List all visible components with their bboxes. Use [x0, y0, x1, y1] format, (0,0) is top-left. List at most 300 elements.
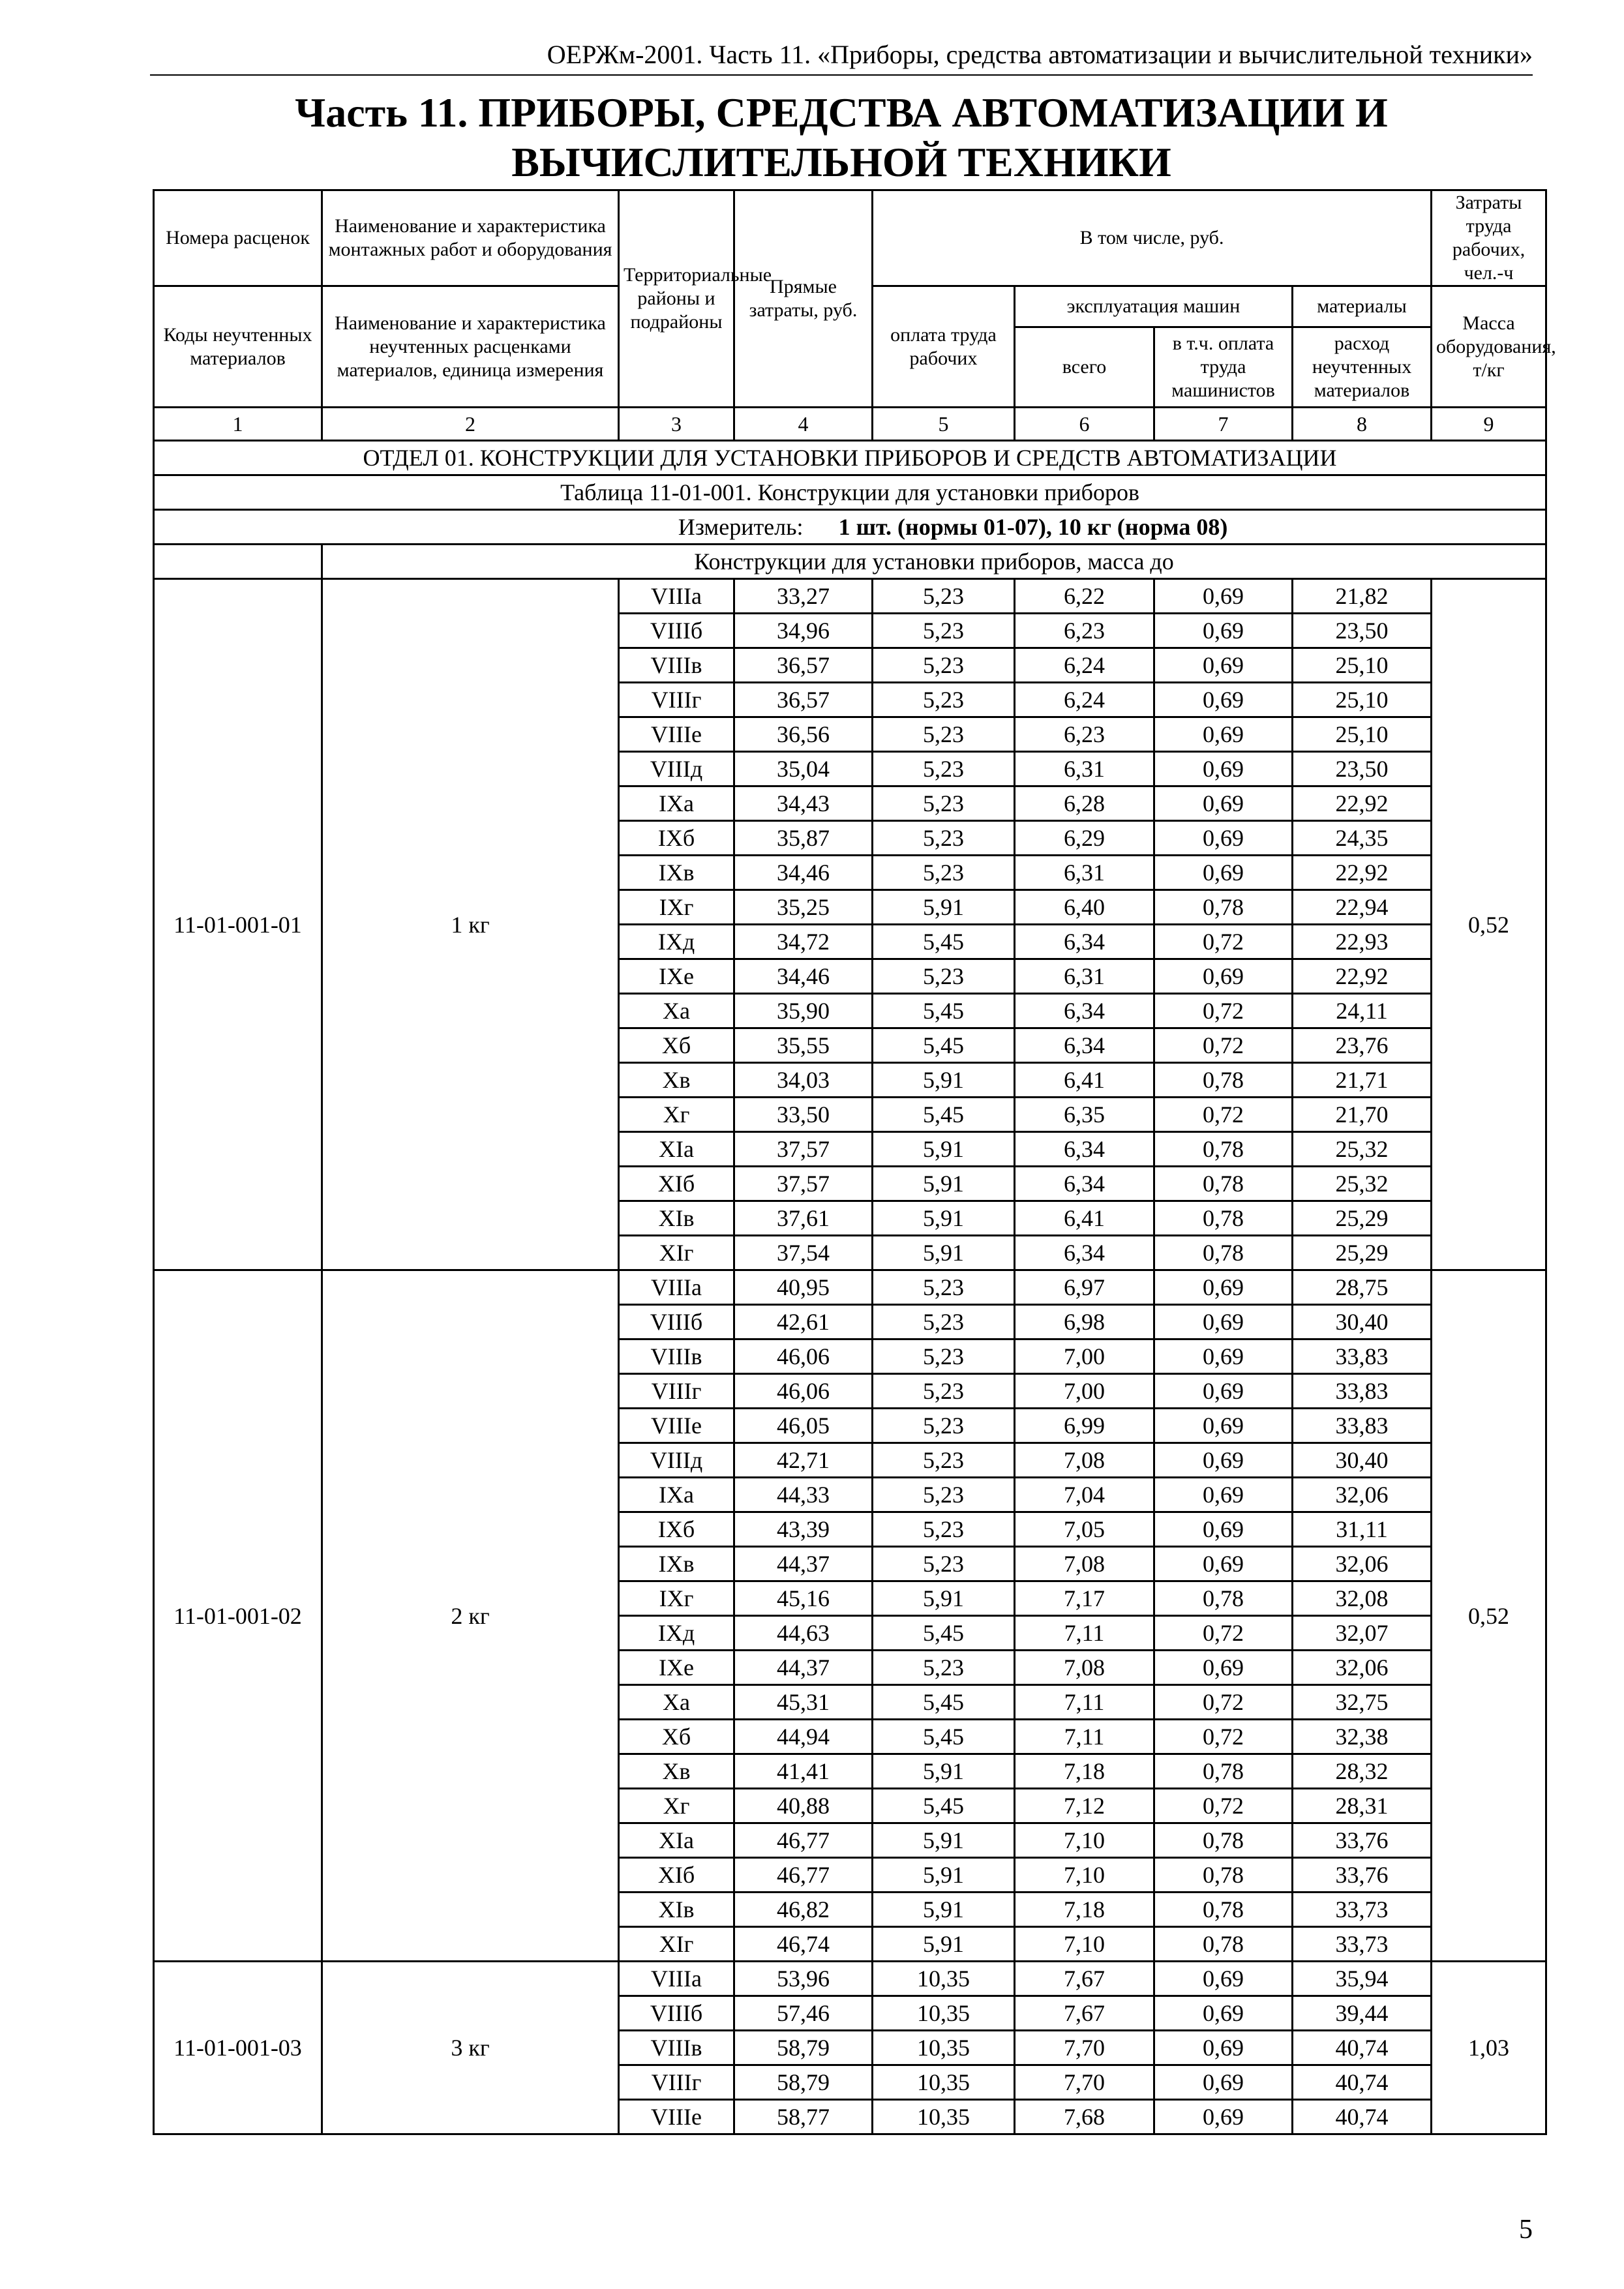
machines-total-cell: 6,31 — [1015, 856, 1154, 890]
territory-cell: VIIIв — [619, 1339, 734, 1374]
table-row — [154, 579, 1546, 614]
labor-pay-cell: 5,23 — [873, 1547, 1015, 1581]
machinists-pay-cell: 0,69 — [1154, 1651, 1293, 1685]
territory-cell: VIIIв — [619, 648, 734, 683]
machines-total-cell: 7,12 — [1015, 1789, 1154, 1823]
materials-cell: 23,76 — [1293, 1028, 1432, 1063]
machines-total-cell: 7,10 — [1015, 1823, 1154, 1858]
header-col4: Прямые затраты, руб. — [734, 190, 873, 408]
territory-cell: IXд — [619, 1616, 734, 1651]
territory-cell: IXа — [619, 786, 734, 821]
machinists-pay-cell: 0,72 — [1154, 1685, 1293, 1720]
machines-total-cell: 7,08 — [1015, 1547, 1154, 1581]
materials-cell: 33,83 — [1293, 1374, 1432, 1409]
labor-pay-cell: 5,23 — [873, 648, 1015, 683]
direct-costs-cell: 34,43 — [734, 786, 873, 821]
column-number: 7 — [1154, 408, 1293, 441]
direct-costs-cell: 53,96 — [734, 1962, 873, 1996]
materials-cell: 22,92 — [1293, 786, 1432, 821]
labor-pay-cell: 5,91 — [873, 1754, 1015, 1789]
direct-costs-cell: 42,71 — [734, 1443, 873, 1478]
running-head: ОЕРЖм-2001. Часть 11. «Приборы, средства автоматизации и вычислительной техники» — [150, 38, 1533, 76]
machinists-pay-cell: 0,69 — [1154, 821, 1293, 856]
header-col3: Территориальные районы и подрайоны — [619, 190, 734, 408]
header-col9-bottom: Масса оборудования, т/кг — [1432, 286, 1546, 408]
direct-costs-cell: 33,27 — [734, 579, 873, 614]
direct-costs-cell: 46,77 — [734, 1823, 873, 1858]
labor-pay-cell: 5,23 — [873, 1651, 1015, 1685]
meter-label: Измеритель: — [678, 514, 804, 540]
direct-costs-cell: 43,39 — [734, 1512, 873, 1547]
rate-code: 11-01-001-02 — [154, 1270, 322, 1962]
rates-table — [153, 189, 1556, 2135]
labor-pay-cell: 10,35 — [873, 2031, 1015, 2065]
territory-cell: VIIIв — [619, 2031, 734, 2065]
territory-cell: Xв — [619, 1063, 734, 1098]
labor-pay-cell: 5,23 — [873, 579, 1015, 614]
territory-cell: VIIIг — [619, 1374, 734, 1409]
machines-total-cell: 6,31 — [1015, 959, 1154, 994]
direct-costs-cell: 34,46 — [734, 959, 873, 994]
machines-total-cell: 7,11 — [1015, 1720, 1154, 1754]
territory-cell: IXв — [619, 856, 734, 890]
machinists-pay-cell: 0,69 — [1154, 2065, 1293, 2100]
machinists-pay-cell: 0,69 — [1154, 752, 1293, 786]
machinists-pay-cell: 0,69 — [1154, 1270, 1293, 1305]
direct-costs-cell: 58,79 — [734, 2031, 873, 2065]
materials-cell: 21,82 — [1293, 579, 1432, 614]
direct-costs-cell: 44,94 — [734, 1720, 873, 1754]
machinists-pay-cell: 0,69 — [1154, 683, 1293, 717]
materials-cell: 25,10 — [1293, 683, 1432, 717]
machinists-pay-cell: 0,72 — [1154, 1028, 1293, 1063]
column-number: 4 — [734, 408, 873, 441]
machines-total-cell: 7,11 — [1015, 1685, 1154, 1720]
materials-cell: 32,07 — [1293, 1616, 1432, 1651]
materials-cell: 21,71 — [1293, 1063, 1432, 1098]
machinists-pay-cell: 0,69 — [1154, 1512, 1293, 1547]
labor-pay-cell: 5,23 — [873, 1478, 1015, 1512]
direct-costs-cell: 34,96 — [734, 614, 873, 648]
materials-cell: 24,11 — [1293, 994, 1432, 1028]
territory-cell: IXб — [619, 821, 734, 856]
territory-cell: IXб — [619, 1512, 734, 1547]
materials-cell: 32,06 — [1293, 1547, 1432, 1581]
direct-costs-cell: 36,57 — [734, 683, 873, 717]
labor-pay-cell: 5,23 — [873, 1305, 1015, 1339]
materials-cell: 28,75 — [1293, 1270, 1432, 1305]
work-name: 1 кг — [322, 579, 619, 1270]
table-body — [154, 441, 1546, 2134]
materials-cell: 33,76 — [1293, 1823, 1432, 1858]
materials-cell: 32,38 — [1293, 1720, 1432, 1754]
territory-cell: XIа — [619, 1823, 734, 1858]
materials-cell: 31,11 — [1293, 1512, 1432, 1547]
territory-cell: Xб — [619, 1720, 734, 1754]
column-number: 2 — [322, 408, 619, 441]
materials-cell: 25,32 — [1293, 1132, 1432, 1167]
machinists-pay-cell: 0,69 — [1154, 2100, 1293, 2134]
direct-costs-cell: 34,46 — [734, 856, 873, 890]
machines-total-cell: 6,35 — [1015, 1098, 1154, 1132]
machinists-pay-cell: 0,69 — [1154, 1478, 1293, 1512]
machines-total-cell: 7,11 — [1015, 1616, 1154, 1651]
machines-total-cell: 6,23 — [1015, 717, 1154, 752]
labor-pay-cell: 5,91 — [873, 1927, 1015, 1962]
header-group: В том числе, руб. — [873, 190, 1432, 286]
machinists-pay-cell: 0,78 — [1154, 1236, 1293, 1270]
direct-costs-cell: 35,55 — [734, 1028, 873, 1063]
territory-cell: IXв — [619, 1547, 734, 1581]
materials-cell: 35,94 — [1293, 1962, 1432, 1996]
materials-cell: 33,73 — [1293, 1927, 1432, 1962]
territory-cell: Xг — [619, 1098, 734, 1132]
machines-total-cell: 7,10 — [1015, 1927, 1154, 1962]
machines-total-cell: 7,67 — [1015, 1996, 1154, 2031]
labor-pay-cell: 5,91 — [873, 1063, 1015, 1098]
materials-cell: 23,50 — [1293, 752, 1432, 786]
labor-pay-cell: 5,23 — [873, 786, 1015, 821]
machines-total-cell: 7,08 — [1015, 1651, 1154, 1685]
labor-pay-cell: 5,23 — [873, 717, 1015, 752]
direct-costs-cell: 41,41 — [734, 1754, 873, 1789]
materials-cell: 25,29 — [1293, 1201, 1432, 1236]
machinists-pay-cell: 0,69 — [1154, 648, 1293, 683]
labor-pay-cell: 5,45 — [873, 1789, 1015, 1823]
table-row — [154, 1270, 1546, 1305]
machines-total-cell: 6,28 — [1015, 786, 1154, 821]
machinists-pay-cell: 0,69 — [1154, 1409, 1293, 1443]
labor-pay-cell: 5,23 — [873, 614, 1015, 648]
direct-costs-cell: 34,03 — [734, 1063, 873, 1098]
machinists-pay-cell: 0,78 — [1154, 1858, 1293, 1893]
materials-cell: 24,35 — [1293, 821, 1432, 856]
territory-cell: VIIIг — [619, 683, 734, 717]
territory-cell: VIIIб — [619, 614, 734, 648]
labor-pay-cell: 5,23 — [873, 959, 1015, 994]
labor-pay-cell: 5,91 — [873, 1858, 1015, 1893]
direct-costs-cell: 37,57 — [734, 1167, 873, 1201]
territory-cell: Xа — [619, 994, 734, 1028]
materials-cell: 40,74 — [1293, 2100, 1432, 2134]
direct-costs-cell: 44,37 — [734, 1651, 873, 1685]
direct-costs-cell: 34,72 — [734, 925, 873, 959]
direct-costs-cell: 40,95 — [734, 1270, 873, 1305]
machines-total-cell: 6,23 — [1015, 614, 1154, 648]
labor-pay-cell: 5,91 — [873, 1581, 1015, 1616]
machinists-pay-cell: 0,69 — [1154, 959, 1293, 994]
header-machines: эксплуатация машин — [1015, 286, 1293, 327]
territory-cell: VIIIе — [619, 2100, 734, 2134]
machines-total-cell: 7,05 — [1015, 1512, 1154, 1547]
header-col1-bottom: Коды неучтенных материалов — [154, 286, 322, 408]
direct-costs-cell: 46,05 — [734, 1409, 873, 1443]
machinists-pay-cell: 0,69 — [1154, 856, 1293, 890]
section-title: ОТДЕЛ 01. КОНСТРУКЦИИ ДЛЯ УСТАНОВКИ ПРИБОРОВ И СРЕДСТВ АВТОМАТИЗАЦИИ — [154, 441, 1546, 475]
header-col6: всего — [1015, 327, 1154, 408]
machinists-pay-cell: 0,78 — [1154, 1754, 1293, 1789]
direct-costs-cell: 45,31 — [734, 1685, 873, 1720]
machinists-pay-cell: 0,69 — [1154, 1305, 1293, 1339]
direct-costs-cell: 58,79 — [734, 2065, 873, 2100]
machines-total-cell: 7,04 — [1015, 1478, 1154, 1512]
meter-row — [154, 510, 1546, 545]
labor-pay-cell: 5,23 — [873, 683, 1015, 717]
territory-cell: VIIIа — [619, 579, 734, 614]
column-number: 6 — [1015, 408, 1154, 441]
machines-total-cell: 6,34 — [1015, 1236, 1154, 1270]
header-col7: в т.ч. оплата труда машинистов — [1154, 327, 1293, 408]
direct-costs-cell: 33,50 — [734, 1098, 873, 1132]
materials-cell: 25,10 — [1293, 717, 1432, 752]
table-title: Таблица 11-01-001. Конструкции для установки приборов — [154, 475, 1546, 510]
machinists-pay-cell: 0,78 — [1154, 1201, 1293, 1236]
territory-cell: Xг — [619, 1789, 734, 1823]
labor-pay-cell: 5,91 — [873, 1132, 1015, 1167]
header-col1-top: Номера расценок — [154, 190, 322, 286]
labor-pay-cell: 10,35 — [873, 1962, 1015, 1996]
materials-cell: 32,75 — [1293, 1685, 1432, 1720]
labor-pay-cell: 5,23 — [873, 856, 1015, 890]
machinists-pay-cell: 0,69 — [1154, 2031, 1293, 2065]
machinists-pay-cell: 0,69 — [1154, 717, 1293, 752]
machinists-pay-cell: 0,72 — [1154, 1098, 1293, 1132]
territory-cell: VIIIа — [619, 1962, 734, 1996]
materials-cell: 25,32 — [1293, 1167, 1432, 1201]
materials-cell: 25,29 — [1293, 1236, 1432, 1270]
direct-costs-cell: 57,46 — [734, 1996, 873, 2031]
work-name: 3 кг — [322, 1962, 619, 2134]
machinists-pay-cell: 0,69 — [1154, 579, 1293, 614]
direct-costs-cell: 36,56 — [734, 717, 873, 752]
labor-pay-cell: 5,45 — [873, 1098, 1015, 1132]
labor-pay-cell: 5,23 — [873, 821, 1015, 856]
direct-costs-cell: 45,16 — [734, 1581, 873, 1616]
direct-costs-cell: 37,61 — [734, 1201, 873, 1236]
labor-hours: 0,52 — [1432, 579, 1546, 1270]
machines-total-cell: 7,17 — [1015, 1581, 1154, 1616]
direct-costs-cell: 46,82 — [734, 1893, 873, 1927]
machinists-pay-cell: 0,72 — [1154, 1616, 1293, 1651]
territory-cell: XIб — [619, 1167, 734, 1201]
machinists-pay-cell: 0,78 — [1154, 1823, 1293, 1858]
territory-cell: VIIIб — [619, 1305, 734, 1339]
machinists-pay-cell: 0,69 — [1154, 786, 1293, 821]
territory-cell: IXе — [619, 1651, 734, 1685]
direct-costs-cell: 36,57 — [734, 648, 873, 683]
territory-cell: VIIIе — [619, 717, 734, 752]
materials-cell: 40,74 — [1293, 2065, 1432, 2100]
machinists-pay-cell: 0,72 — [1154, 1720, 1293, 1754]
machines-total-cell: 7,18 — [1015, 1754, 1154, 1789]
machines-total-cell: 6,29 — [1015, 821, 1154, 856]
column-number: 1 — [154, 408, 322, 441]
machinists-pay-cell: 0,78 — [1154, 1893, 1293, 1927]
machines-total-cell: 6,41 — [1015, 1201, 1154, 1236]
materials-cell: 22,93 — [1293, 925, 1432, 959]
direct-costs-cell: 37,57 — [734, 1132, 873, 1167]
machines-total-cell: 6,34 — [1015, 994, 1154, 1028]
direct-costs-cell: 35,04 — [734, 752, 873, 786]
column-number: 8 — [1293, 408, 1432, 441]
materials-cell: 33,76 — [1293, 1858, 1432, 1893]
machines-total-cell: 7,68 — [1015, 2100, 1154, 2134]
machinists-pay-cell: 0,69 — [1154, 1547, 1293, 1581]
labor-pay-cell: 5,45 — [873, 1616, 1015, 1651]
labor-pay-cell: 5,91 — [873, 1236, 1015, 1270]
territory-cell: Xв — [619, 1754, 734, 1789]
labor-pay-cell: 5,23 — [873, 1339, 1015, 1374]
territory-cell: VIIIг — [619, 2065, 734, 2100]
machinists-pay-cell: 0,69 — [1154, 1996, 1293, 2031]
column-numbers-row — [154, 408, 1546, 441]
labor-hours: 0,52 — [1432, 1270, 1546, 1962]
territory-cell: Xа — [619, 1685, 734, 1720]
machinists-pay-cell: 0,78 — [1154, 1063, 1293, 1098]
machines-total-cell: 6,99 — [1015, 1409, 1154, 1443]
materials-cell: 32,06 — [1293, 1478, 1432, 1512]
labor-pay-cell: 5,91 — [873, 890, 1015, 925]
header-col9-top: Затраты труда рабочих, чел.-ч — [1432, 190, 1546, 286]
territory-cell: IXд — [619, 925, 734, 959]
materials-cell: 28,31 — [1293, 1789, 1432, 1823]
machines-total-cell: 6,34 — [1015, 925, 1154, 959]
territory-cell: XIб — [619, 1858, 734, 1893]
labor-pay-cell: 5,23 — [873, 1409, 1015, 1443]
machines-total-cell: 6,31 — [1015, 752, 1154, 786]
labor-pay-cell: 5,45 — [873, 994, 1015, 1028]
labor-pay-cell: 5,23 — [873, 1512, 1015, 1547]
direct-costs-cell: 46,06 — [734, 1339, 873, 1374]
header-col8: расход неучтенных материалов — [1293, 327, 1432, 408]
direct-costs-cell: 44,33 — [734, 1478, 873, 1512]
materials-cell: 22,92 — [1293, 959, 1432, 994]
machines-total-cell: 6,24 — [1015, 648, 1154, 683]
labor-pay-cell: 5,23 — [873, 1443, 1015, 1478]
direct-costs-cell: 35,90 — [734, 994, 873, 1028]
column-number: 5 — [873, 408, 1015, 441]
materials-cell: 30,40 — [1293, 1305, 1432, 1339]
materials-cell: 30,40 — [1293, 1443, 1432, 1478]
rate-code: 11-01-001-01 — [154, 579, 322, 1270]
machinists-pay-cell: 0,72 — [1154, 925, 1293, 959]
direct-costs-cell: 44,37 — [734, 1547, 873, 1581]
work-name: 2 кг — [322, 1270, 619, 1962]
header-materials: материалы — [1293, 286, 1432, 327]
labor-pay-cell: 10,35 — [873, 1996, 1015, 2031]
machines-total-cell: 7,18 — [1015, 1893, 1154, 1927]
direct-costs-cell: 58,77 — [734, 2100, 873, 2134]
header-col5: оплата труда рабочих — [873, 286, 1015, 408]
materials-cell: 25,10 — [1293, 648, 1432, 683]
machinists-pay-cell: 0,78 — [1154, 1927, 1293, 1962]
column-number: 9 — [1432, 408, 1546, 441]
meter-value: 1 шт. (нормы 01-07), 10 кг (норма 08) — [838, 514, 1228, 540]
direct-costs-cell: 46,74 — [734, 1927, 873, 1962]
table-row — [154, 1962, 1546, 1996]
materials-cell: 28,32 — [1293, 1754, 1432, 1789]
direct-costs-cell: 35,25 — [734, 890, 873, 925]
machinists-pay-cell: 0,69 — [1154, 1339, 1293, 1374]
labor-pay-cell: 10,35 — [873, 2065, 1015, 2100]
labor-pay-cell: 5,23 — [873, 1374, 1015, 1409]
machinists-pay-cell: 0,78 — [1154, 1581, 1293, 1616]
territory-cell: IXг — [619, 1581, 734, 1616]
territory-cell: Xб — [619, 1028, 734, 1063]
machines-total-cell: 7,67 — [1015, 1962, 1154, 1996]
territory-cell: XIв — [619, 1893, 734, 1927]
machinists-pay-cell: 0,78 — [1154, 1132, 1293, 1167]
direct-costs-cell: 44,63 — [734, 1616, 873, 1651]
subheading-spacer — [154, 545, 322, 579]
machines-total-cell: 6,98 — [1015, 1305, 1154, 1339]
labor-pay-cell: 10,35 — [873, 2100, 1015, 2134]
machines-total-cell: 7,00 — [1015, 1339, 1154, 1374]
materials-cell: 33,73 — [1293, 1893, 1432, 1927]
territory-cell: VIIIа — [619, 1270, 734, 1305]
machines-total-cell: 6,22 — [1015, 579, 1154, 614]
territory-cell: XIв — [619, 1201, 734, 1236]
labor-pay-cell: 5,91 — [873, 1893, 1015, 1927]
labor-pay-cell: 5,91 — [873, 1201, 1015, 1236]
direct-costs-cell: 46,77 — [734, 1858, 873, 1893]
header-col2-bottom: Наименование и характеристика неучтенных расценками материалов, единица измерения — [322, 286, 619, 408]
page-number: 5 — [1519, 2215, 1533, 2245]
territory-cell: VIIIб — [619, 1996, 734, 2031]
labor-pay-cell: 5,45 — [873, 1720, 1015, 1754]
materials-cell: 21,70 — [1293, 1098, 1432, 1132]
materials-cell: 22,92 — [1293, 856, 1432, 890]
machinists-pay-cell: 0,72 — [1154, 994, 1293, 1028]
labor-pay-cell: 5,91 — [873, 1167, 1015, 1201]
labor-pay-cell: 5,23 — [873, 1270, 1015, 1305]
labor-pay-cell: 5,45 — [873, 1028, 1015, 1063]
machinists-pay-cell: 0,69 — [1154, 614, 1293, 648]
machines-total-cell: 6,34 — [1015, 1028, 1154, 1063]
machines-total-cell: 6,97 — [1015, 1270, 1154, 1305]
page-title-line-1: Часть 11. ПРИБОРЫ, СРЕДСТВА АВТОМАТИЗАЦИИ И — [295, 89, 1388, 136]
labor-pay-cell: 5,45 — [873, 925, 1015, 959]
direct-costs-cell: 42,61 — [734, 1305, 873, 1339]
territory-cell: XIг — [619, 1236, 734, 1270]
labor-pay-cell: 5,45 — [873, 1685, 1015, 1720]
labor-pay-cell: 5,23 — [873, 752, 1015, 786]
header-col2-top: Наименование и характеристика монтажных работ и оборудования — [322, 190, 619, 286]
territory-cell: XIа — [619, 1132, 734, 1167]
materials-cell: 32,06 — [1293, 1651, 1432, 1685]
materials-cell: 32,08 — [1293, 1581, 1432, 1616]
direct-costs-cell: 46,06 — [734, 1374, 873, 1409]
materials-cell: 22,94 — [1293, 890, 1432, 925]
table-header — [154, 190, 1556, 441]
direct-costs-cell: 37,54 — [734, 1236, 873, 1270]
materials-cell: 23,50 — [1293, 614, 1432, 648]
machinists-pay-cell: 0,72 — [1154, 1789, 1293, 1823]
page-title-line-2: ВЫЧИСЛИТЕЛЬНОЙ ТЕХНИКИ — [511, 139, 1171, 185]
territory-cell: IXг — [619, 890, 734, 925]
machines-total-cell: 6,41 — [1015, 1063, 1154, 1098]
territory-cell: VIIIд — [619, 1443, 734, 1478]
machines-total-cell: 6,34 — [1015, 1167, 1154, 1201]
machines-total-cell: 7,70 — [1015, 2065, 1154, 2100]
machines-total-cell: 7,10 — [1015, 1858, 1154, 1893]
machinists-pay-cell: 0,69 — [1154, 1443, 1293, 1478]
territory-cell: IXе — [619, 959, 734, 994]
machines-total-cell: 6,40 — [1015, 890, 1154, 925]
machines-total-cell: 6,34 — [1015, 1132, 1154, 1167]
subheading: Конструкции для установки приборов, масса до — [322, 545, 1546, 579]
column-number: 3 — [619, 408, 734, 441]
